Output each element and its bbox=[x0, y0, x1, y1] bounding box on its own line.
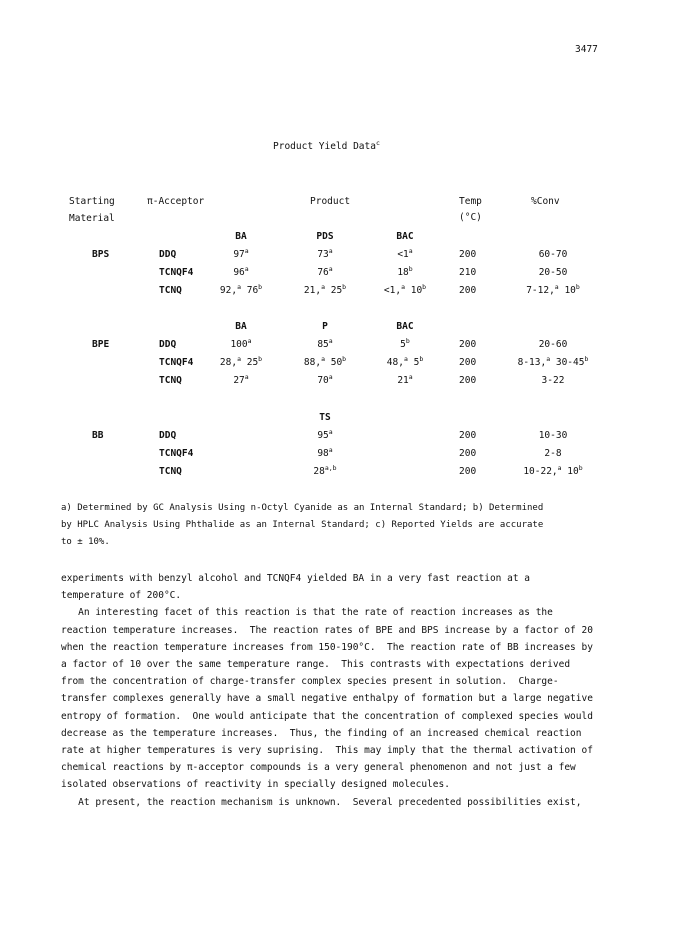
page-number: 3477 bbox=[575, 44, 598, 55]
value-text: 27 bbox=[233, 375, 245, 386]
value-text: 92, bbox=[219, 285, 238, 296]
footnote-line: a) Determined by GC Analysis Using n-Octyl Cyanide as an Internal Standard; b) Determined bbox=[61, 503, 544, 513]
value-text: 21, bbox=[303, 285, 322, 296]
value-text: 28 bbox=[313, 466, 325, 477]
yield-cell bbox=[317, 267, 332, 278]
footnote-mark: a bbox=[328, 373, 333, 381]
value-text: 20-60 bbox=[538, 339, 568, 350]
table-title bbox=[273, 141, 380, 152]
footnote-mark: a bbox=[321, 355, 325, 363]
value-text: 2-8 bbox=[544, 448, 562, 459]
value-text: 28, bbox=[219, 357, 238, 368]
product-subheader: P bbox=[322, 321, 328, 332]
header-acceptor: π-Acceptor bbox=[147, 196, 205, 207]
yield-cell bbox=[400, 339, 410, 350]
header-material: Material bbox=[69, 213, 115, 224]
value-text: <1, bbox=[383, 285, 402, 296]
footnote-mark: a bbox=[244, 247, 249, 255]
yield-cell bbox=[317, 448, 332, 459]
footnote-mark: a bbox=[328, 428, 333, 436]
body-text-line: experiments with benzyl alcohol and TCNQF4 yielded BA in a very fast reaction at a bbox=[61, 573, 530, 584]
footnote-mark: a,b bbox=[324, 464, 337, 472]
footnote-mark: b bbox=[575, 283, 580, 291]
footnote-mark: a bbox=[321, 283, 325, 291]
footnote-mark: b bbox=[578, 464, 583, 472]
footnote-mark: a bbox=[554, 283, 559, 291]
value-text: 18 bbox=[397, 267, 409, 278]
conversion-cell bbox=[542, 375, 565, 386]
table-title-text: Product Yield Data bbox=[273, 141, 376, 152]
value-text: 7-12, bbox=[526, 285, 555, 296]
value-text: 85 bbox=[317, 339, 329, 350]
footnote-mark: a bbox=[237, 283, 241, 291]
footnote-mark: b bbox=[408, 265, 413, 273]
footnote-line: by HPLC Analysis Using Phthalide as an Internal Standard; c) Reported Yields are accurate bbox=[61, 520, 544, 530]
acceptor-cell: DDQ bbox=[159, 430, 177, 441]
value-text: 95 bbox=[317, 430, 329, 441]
yield-cell bbox=[233, 375, 248, 386]
footnote-mark: a bbox=[557, 464, 562, 472]
temp-cell: 200 bbox=[459, 430, 477, 441]
yield-cell bbox=[397, 249, 412, 260]
value-text: <1 bbox=[397, 249, 409, 260]
value-text: 97 bbox=[233, 249, 245, 260]
yield-cell bbox=[384, 285, 426, 296]
footnote-mark: a bbox=[408, 373, 413, 381]
footnote-mark: b bbox=[342, 355, 347, 363]
header-temp-unit: (°C) bbox=[459, 212, 482, 223]
yield-cell bbox=[387, 357, 423, 368]
header-temp: Temp bbox=[459, 196, 482, 207]
value-text: 88, bbox=[303, 357, 322, 368]
footnote-mark: a bbox=[244, 265, 249, 273]
footnote-mark: a bbox=[328, 446, 333, 454]
yield-cell bbox=[230, 339, 251, 350]
value-text: 100 bbox=[230, 339, 248, 350]
starting-material: BPS bbox=[92, 249, 110, 260]
footnote-mark: b bbox=[258, 283, 263, 291]
value-text: 8-13, bbox=[517, 357, 547, 368]
product-subheader: BA bbox=[235, 321, 247, 332]
acceptor-cell: TCNQ bbox=[159, 285, 182, 296]
body-text-line: isolated observations of reactivity in specially designed molecules. bbox=[61, 779, 450, 791]
body-text-line: temperature of 200°C. bbox=[61, 590, 182, 602]
value-text: 60-70 bbox=[538, 249, 568, 260]
footnote-mark: b bbox=[584, 355, 589, 363]
product-subheader: TS bbox=[319, 412, 331, 423]
body-text-line: rate at higher temperatures is very suprising. This may imply that the thermal activation of bbox=[61, 745, 593, 756]
yield-cell bbox=[220, 285, 262, 296]
acceptor-cell: TCNQ bbox=[159, 375, 182, 386]
conversion-cell bbox=[539, 339, 568, 350]
value-text: 10-22, bbox=[523, 466, 558, 477]
conversion-cell bbox=[539, 267, 568, 278]
footnote-mark: b bbox=[342, 283, 347, 291]
value-text: 48, bbox=[386, 357, 404, 368]
starting-material: BPE bbox=[92, 339, 110, 350]
yield-cell bbox=[304, 357, 346, 368]
body-text-line: from the concentration of charge-transfer complex species present in solution. Charge- bbox=[61, 676, 559, 688]
value-text: 73 bbox=[317, 249, 329, 260]
body-text-line: transfer complexes generally have a small negative enthalpy of formation but a large negative bbox=[61, 693, 593, 705]
acceptor-cell: DDQ bbox=[159, 339, 177, 350]
yield-cell bbox=[233, 267, 248, 278]
value-text: 5 bbox=[407, 357, 420, 368]
acceptor-cell: TCNQ bbox=[159, 466, 182, 477]
body-text-line: An interesting facet of this reaction is that the rate of reaction increases as the bbox=[61, 607, 553, 619]
temp-cell: 210 bbox=[459, 267, 477, 278]
body-text-line: At present, the reaction mechanism is unknown. Several precedented possibilities exist, bbox=[61, 796, 582, 808]
value-text: 30-45 bbox=[550, 357, 585, 368]
body-text-line: decrease as the temperature increases. Thus, the finding of an increased chemical reaction bbox=[61, 727, 582, 739]
footnote-mark: b bbox=[422, 283, 427, 291]
acceptor-cell: DDQ bbox=[159, 249, 177, 260]
yield-cell bbox=[304, 285, 346, 296]
product-subheader: PDS bbox=[316, 231, 334, 242]
value-text: 76 bbox=[317, 267, 329, 278]
value-text: 96 bbox=[233, 267, 245, 278]
value-text: 10 bbox=[558, 285, 576, 296]
temp-cell: 200 bbox=[459, 375, 477, 386]
body-text-line: a factor of 10 over the same temperature range. This contrasts with expectations derived bbox=[61, 659, 571, 670]
conversion-cell bbox=[523, 466, 582, 477]
temp-cell: 200 bbox=[459, 249, 477, 260]
value-text: 10-30 bbox=[538, 430, 568, 441]
footnote-mark: a bbox=[403, 355, 408, 363]
footnote-mark: a bbox=[408, 247, 413, 255]
header-product: Product bbox=[310, 196, 351, 207]
footnote-mark: b bbox=[419, 355, 424, 363]
yield-cell bbox=[233, 249, 248, 260]
conversion-cell bbox=[539, 430, 568, 441]
yield-cell bbox=[313, 466, 336, 477]
acceptor-cell: TCNQF4 bbox=[159, 267, 194, 278]
body-text-line: chemical reactions by π-acceptor compounds is a very general phenomenon and not just a few bbox=[61, 762, 576, 774]
yield-cell bbox=[220, 357, 262, 368]
product-subheader: BAC bbox=[396, 321, 414, 332]
value-text: 25 bbox=[325, 285, 343, 296]
footnote-mark: a bbox=[247, 337, 252, 345]
temp-cell: 200 bbox=[459, 339, 477, 350]
body-text-line: entropy of formation. One would anticipate that the concentration of complexed species would bbox=[61, 710, 593, 722]
yield-cell bbox=[317, 339, 332, 350]
acceptor-cell: TCNQF4 bbox=[159, 357, 194, 368]
header-starting: Starting bbox=[69, 196, 115, 207]
value-text: 10 bbox=[405, 285, 423, 296]
yield-cell bbox=[397, 375, 412, 386]
conversion-cell bbox=[526, 285, 580, 296]
table-title-footnote-mark: c bbox=[375, 139, 380, 147]
footnote-mark: a bbox=[237, 355, 241, 363]
value-text: 50 bbox=[325, 357, 343, 368]
value-text: 70 bbox=[317, 375, 329, 386]
footnote-mark: a bbox=[328, 247, 333, 255]
temp-cell: 200 bbox=[459, 357, 477, 368]
value-text: 25 bbox=[241, 357, 259, 368]
yield-cell bbox=[317, 375, 332, 386]
footnote-mark: a bbox=[328, 337, 333, 345]
conversion-cell bbox=[539, 249, 568, 260]
value-text: 10 bbox=[561, 466, 579, 477]
value-text: 20-50 bbox=[538, 267, 568, 278]
body-text-line: when the reaction temperature increases from 150-190°C. The reaction rate of BB increases by bbox=[61, 641, 593, 653]
footnote-mark: a bbox=[546, 355, 551, 363]
temp-cell: 200 bbox=[459, 285, 477, 296]
yield-cell bbox=[317, 430, 332, 441]
yield-cell bbox=[317, 249, 332, 260]
footnote-line: to ± 10%. bbox=[61, 537, 110, 547]
temp-cell: 200 bbox=[459, 466, 477, 477]
acceptor-cell: TCNQF4 bbox=[159, 448, 194, 459]
value-text: 21 bbox=[397, 375, 409, 386]
footnote-mark: b bbox=[258, 355, 263, 363]
yield-cell bbox=[397, 267, 412, 278]
value-text: 5 bbox=[400, 339, 406, 350]
product-subheader: BA bbox=[235, 231, 247, 242]
footnote-mark: a bbox=[244, 373, 249, 381]
value-text: 76 bbox=[241, 285, 259, 296]
conversion-cell bbox=[544, 448, 561, 459]
product-subheader: BAC bbox=[396, 231, 414, 242]
footnote-mark: a bbox=[328, 265, 333, 273]
value-text: 98 bbox=[317, 448, 329, 459]
footnote-mark: b bbox=[405, 337, 410, 345]
temp-cell: 200 bbox=[459, 448, 477, 459]
body-text-line: reaction temperature increases. The reaction rates of BPE and BPS increase by a factor of 20 bbox=[61, 624, 593, 636]
starting-material: BB bbox=[92, 430, 104, 441]
footnote-mark: a bbox=[401, 283, 405, 291]
conversion-cell bbox=[518, 357, 589, 368]
header-conv: %Conv bbox=[531, 196, 560, 207]
value-text: 3-22 bbox=[541, 375, 565, 386]
